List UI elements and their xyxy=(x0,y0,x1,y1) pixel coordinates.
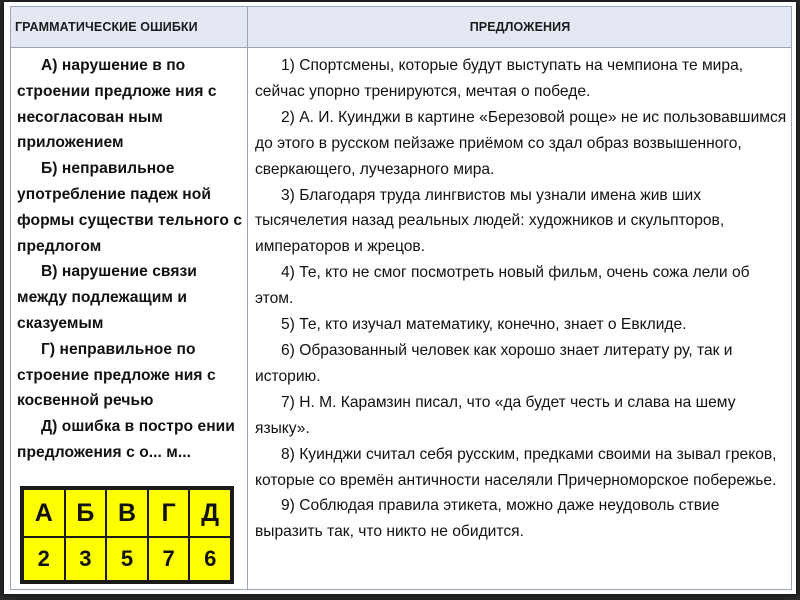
error-item-g: Г) неправильное по строение предложе ния с косвенной речью xyxy=(17,340,216,410)
sentence-3: 3) Благодаря труда лингвистов мы узнали имена жив ших тысячелетия назад реальных людей: художников и скульпторов, императоров и жрецов. xyxy=(255,186,725,256)
sentence-8: 8) Куинджи считал себя русским, предками своими на зывал греков, которые со времён античности населяли Причерноморское побережье. xyxy=(255,445,777,489)
sentence-7: 7) Н. М. Карамзин писал, что «да будет честь и слава на шему языку». xyxy=(255,393,736,437)
error-item-a: А) нарушение в по строении предложе ния с несогласован ным приложением xyxy=(17,57,217,152)
answer-letter-b: Б xyxy=(65,489,107,537)
sentence-4: 4) Те, кто не смог посмотреть новый фильм, очень сожа лели об этом. xyxy=(255,264,750,308)
answer-letters-row xyxy=(23,489,231,537)
error-item-b: Б) неправильное употребление падеж ной формы существи тельного с предлогом xyxy=(17,160,243,255)
answer-letter-d: Д xyxy=(189,489,231,537)
header-sentences: ПРЕДЛОЖЕНИЯ xyxy=(469,20,571,34)
answer-digits-row xyxy=(23,537,231,581)
answer-table xyxy=(20,486,234,584)
answer-letter-a: А xyxy=(23,489,65,537)
sentences-column xyxy=(255,53,787,545)
answer-digit-d: 6 xyxy=(189,537,231,581)
answer-digit-g: 7 xyxy=(148,537,190,581)
answer-digit-v: 5 xyxy=(106,537,148,581)
slide xyxy=(4,2,796,594)
answer-digit-b: 3 xyxy=(65,537,107,581)
header-errors: ГРАММАТИЧЕСКИЕ ОШИБКИ xyxy=(15,20,198,34)
answer-digit-a: 2 xyxy=(23,537,65,581)
sentence-6: 6) Образованный человек как хорошо знает литерату ру, так и историю. xyxy=(255,341,733,385)
answer-letter-g: Г xyxy=(148,489,190,537)
sentence-1: 1) Спортсмены, которые будут выступать на чемпиона те мира, сейчас упорно тренируются, мечтая о победе. xyxy=(255,57,744,100)
sentence-2: 2) А. И. Куинджи в картине «Березовой роще» не ис пользовавшимся до этого в русском пейзаже приёмом со здал образ возвышенного, сверкающего, лучезарного мира. xyxy=(255,108,787,178)
errors-column xyxy=(17,53,243,466)
sentence-9: 9) Соблюдая правила этикета, можно даже неудоволь ствие выразить так, что никто не обидится. xyxy=(255,497,720,541)
column-divider xyxy=(247,7,248,589)
table-header xyxy=(11,7,791,48)
error-item-d: Д) ошибка в постро ении предложения с о... м... xyxy=(17,418,235,461)
sentence-5: 5) Те, кто изучал математику, конечно, знает о Евклиде. xyxy=(281,316,687,334)
answer-letter-v: В xyxy=(106,489,148,537)
error-item-v: В) нарушение связи между подлежащим и сказуемым xyxy=(17,263,197,332)
